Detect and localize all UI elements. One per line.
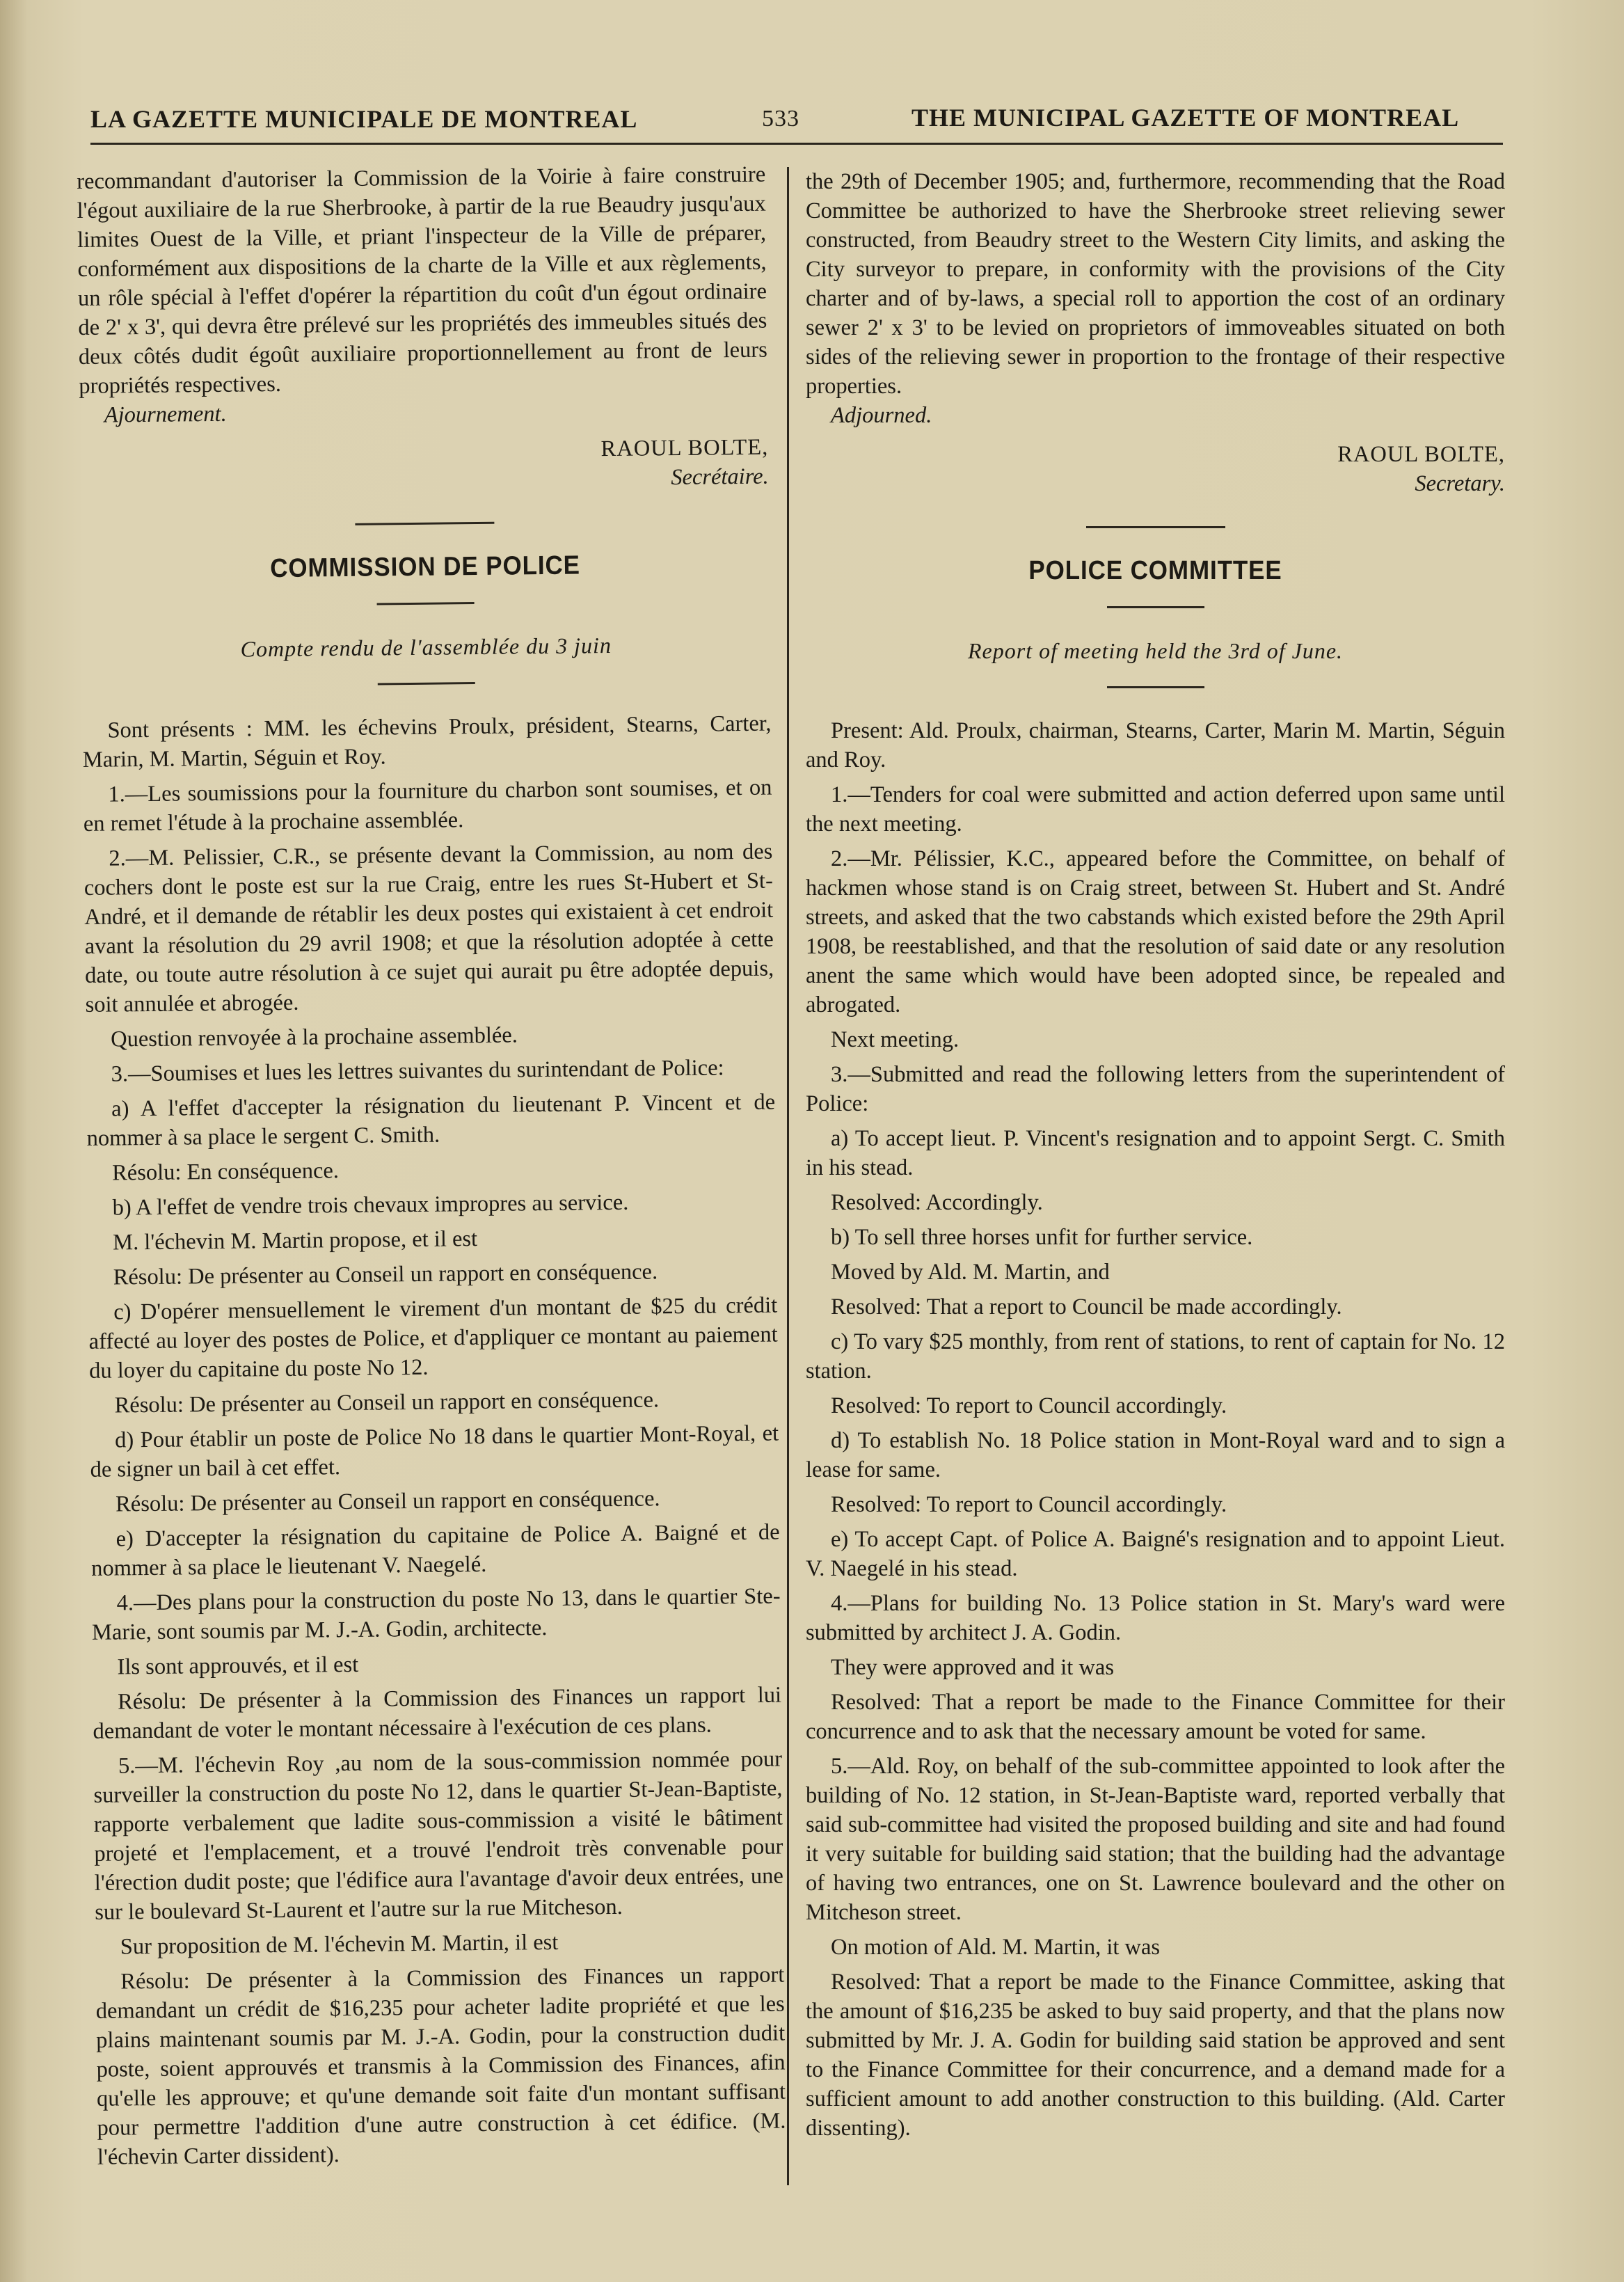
section-separator xyxy=(355,522,494,525)
paragraph: 2.—Mr. Pélissier, K.C., appeared before the Committee, on behalf of hackmen whose stand is on Craig street, between St. Hubert and St. André streets, and asked that the two cabstands which existed before the 29th April 1908, be reestablished, and that the resolution of said date or any resolution anent the same which would have been adopted since, be repealed and abrogated. xyxy=(806,846,1505,1017)
paragraph: Resolved: That a report to Council be made accordingly. xyxy=(831,1294,1342,1320)
paragraph: Résolu: En conséquence. xyxy=(111,1158,340,1186)
french-signature xyxy=(79,433,769,498)
paragraph: 3.—Submitted and read the following letters from the superintendent of Police: xyxy=(806,1062,1505,1116)
paragraph: 3.—Soumises et lues les lettres suivantes du surintendant de Police: xyxy=(111,1055,724,1087)
paragraph: d) Pour établir un poste de Police No 18 dans le quartier Mont-Royal, et de signer un bail à cet effet. xyxy=(90,1420,779,1482)
signature-title: Secretary. xyxy=(1415,471,1505,496)
paragraph: Sur proposition de M. l'échevin M. Martin, il est xyxy=(120,1929,559,1960)
paragraph: Résolu: De présenter au Conseil un rapport en conséquence. xyxy=(115,1486,660,1517)
paragraph: e) To accept Capt. of Police A. Baigné's resignation and to appoint Lieut. V. Naegelé in his stead. xyxy=(806,1527,1505,1581)
paragraph: On motion of Ald. M. Martin, it was xyxy=(831,1935,1161,1960)
signature-name: RAOUL BOLTE, xyxy=(600,434,769,462)
paragraph: b) To sell three horses unfit for further service. xyxy=(831,1225,1253,1250)
heading-separator xyxy=(1107,606,1204,608)
paragraph: Resolved: That a report be made to the Finance Committee, asking that the amount of $16,235 be asked to buy said property, and that the plans now submitted by Mr. J. A. Godin for building said station be approved and sent to the Finance Committee for their concurrence, and a demand made for a sufficient amount to add another construction to this building. (Ald. Carter dissenting). xyxy=(806,1970,1505,2141)
header-rule xyxy=(90,143,1503,145)
running-header xyxy=(90,97,1482,139)
paragraph: Next meeting. xyxy=(831,1027,960,1052)
header-french-title: LA GAZETTE MUNICIPALE DE MONTREAL xyxy=(90,105,638,133)
paragraph: a) To accept lieut. P. Vincent's resignation and to appoint Sergt. C. Smith in his stead. xyxy=(806,1126,1505,1180)
paragraph: Résolu: De présenter à la Commission des Finances un rapport lui demandant de voter le montant nécessaire à l'exécution de ces plans. xyxy=(93,1682,782,1744)
paragraph: e) D'accepter la résignation du capitaine de Police A. Baigné et de nommer à sa place le lieutenant V. Naegelé. xyxy=(90,1519,780,1581)
french-column xyxy=(77,160,786,2172)
paragraph: c) D'opérer mensuellement le virement d'un montant de $25 du crédit affecté au loyer des postes de Police, et d'appliquer ce montant au paiement du loyer du capitaine du poste No 12. xyxy=(88,1292,778,1384)
french-body xyxy=(82,709,786,2172)
paragraph: 1.—Tenders for coal were submitted and action deferred upon same until the next meeting. xyxy=(806,782,1505,837)
paragraph: d) To establish No. 18 Police station in Mont-Royal ward and to sign a lease for same. xyxy=(806,1428,1505,1482)
paragraph: 4.—Des plans pour la construction du poste No 13, dans le quartier Ste-Marie, sont soumis par M. J.-A. Godin, architecte. xyxy=(91,1583,781,1645)
paragraph: b) A l'effet de vendre trois chevaux impropres au service. xyxy=(112,1189,629,1221)
section-heading: POLICE COMMITTEE xyxy=(1028,556,1282,585)
section-subheading: Report of meeting held the 3rd of June. xyxy=(967,638,1344,663)
paragraph: Present: Ald. Proulx, chairman, Stearns, Carter, Marin M. Martin, Séguin and Roy. xyxy=(806,718,1505,772)
section-separator xyxy=(1086,526,1225,528)
section-heading: COMMISSION DE POLICE xyxy=(269,550,581,584)
paragraph: c) To vary $25 monthly, from rent of stations, to rent of captain for No. 12 station. xyxy=(806,1329,1505,1384)
paragraph: Resolved: To report to Council accordingly. xyxy=(831,1393,1227,1418)
subheading-separator xyxy=(1107,686,1204,688)
paragraph: Resolved: Accordingly. xyxy=(831,1190,1043,1215)
paragraph: They were approved and it was xyxy=(831,1655,1114,1680)
english-adjournment: Adjourned. xyxy=(831,403,932,428)
french-adjournment: Ajournement. xyxy=(104,401,227,428)
english-intro-paragraph: the 29th of December 1905; and, furthermore, recommending that the Road Committee be authorized to have the Sherbrooke street relieving sewer constructed, from Beaudry street to the Western City limits, and asking the City surveyor to prepare, in conformity with the provisions of the City charter and of by-laws, a special roll to apportion the cost of an ordinary sewer 2' x 3' to be levied on proprietors of immoveables situated on both sides of the relieving sewer in proportion to the frontage of their respective properties. xyxy=(806,169,1505,399)
column-divider xyxy=(787,167,789,2185)
paragraph: a) A l'effet d'accepter la résignation du lieutenant P. Vincent et de nommer à sa place le sergent C. Smith. xyxy=(86,1089,776,1151)
paragraph: M. l'échevin M. Martin propose, et il est xyxy=(112,1226,478,1255)
paragraph: 4.—Plans for building No. 13 Police station in St. Mary's ward were submitted by architect J. A. Godin. xyxy=(806,1591,1505,1645)
paragraph: 5.—M. l'échevin Roy ,au nom de la sous-commission nommée pour surveiller la construction du poste No 12, dans le quartier St-Jean-Baptiste, rapporte verbalement que ladite sous-commission a visité le bâtiment projeté et l'emplacement, et a trouvé l'endroit très convenable pour l'érection dudit poste; que l'édifice aura l'avantage d'avoir deux entrées, une sur le boulevard St-Laurent et l'autre sur la rue Mitcheson. xyxy=(93,1746,783,1925)
paragraph: Question renvoyée à la prochaine assemblée. xyxy=(110,1022,518,1052)
paragraph: Sont présents : MM. les échevins Proulx, président, Stearns, Carter, Marin, M. Martin, Séguin et Roy. xyxy=(82,711,772,772)
french-intro-paragraph: recommandant d'autoriser la Commission de la Voirie à faire construire l'égout auxiliaire de la rue Sherbrooke, à partir de la rue Beaudry jusqu'aux limites Ouest de la Ville, et priant l'inspecteur de la Ville de préparer, conformément aux dispositions de la charte de la Ville et aux règlements, un rôle spécial à l'effet d'opérer la répartition du coût d'un égout ordinaire de 2' x 3', qui devra être prélevé sur les propriétés des immeubles situés des deux côtés dudit égoût auxiliaire proportionnellement au front de leurs propriétés respectives. xyxy=(77,161,767,399)
english-signature xyxy=(806,440,1505,498)
paragraph: Moved by Ald. M. Martin, and xyxy=(831,1260,1110,1285)
english-column xyxy=(806,167,1505,2143)
paragraph: Résolu: De présenter au Conseil un rapport en conséquence. xyxy=(114,1387,660,1418)
heading-separator xyxy=(377,602,475,605)
signature-title: Secrétaire. xyxy=(671,463,769,491)
english-body xyxy=(806,716,1505,2143)
paragraph: Resolved: That a report be made to the Finance Committee for their concurrence and to ask that the necessary amount be voted for same. xyxy=(806,1690,1505,1744)
signature-name: RAOUL BOLTE, xyxy=(1337,442,1505,467)
paragraph: Resolved: To report to Council accordingly. xyxy=(831,1492,1227,1517)
paragraph: 1.—Les soumissions pour la fourniture du charbon sont soumises, et on en remet l'étude à la prochaine assemblée. xyxy=(83,775,772,837)
paragraph: Ils sont approuvés, et il est xyxy=(117,1651,359,1680)
page-number: 533 xyxy=(762,106,799,132)
paragraph: 2.—M. Pelissier, C.R., se présente devant la Commission, au nom des cochers dont le poste est sur la rue Craig, entre les rues St-Hubert et St-André, et il demande de rétablir les deux postes qui existaient à cet endroit avant la résolution du 29 avril 1908; et que la résolution adoptée à cette date, ou toute autre résolution à ce sujet qui aurait pu être adoptée depuis, soit annulée et abrogée. xyxy=(83,839,774,1017)
header-english-title: THE MUNICIPAL GAZETTE OF MONTREAL xyxy=(911,104,1460,132)
paragraph: Résolu: De présenter au Conseil un rapport en conséquence. xyxy=(113,1259,658,1290)
paragraph: 5.—Ald. Roy, on behalf of the sub-committee appointed to look after the building of No. 12 station, in St-Jean-Baptiste ward, reported verbally that said sub-committee had visited the proposed building and site and had found it very suitable for building said station; that the building had the advantage of having two entrances, one on St. Lawrence boulevard and the other on Mitcheson street. xyxy=(806,1754,1505,1925)
subheading-separator xyxy=(378,682,475,685)
paragraph: Résolu: De présenter à la Commission des Finances un rapport demandant un crédit de $16,235 pour acheter ladite propriété et que les plains maintenant soumis par M. J.-A. Godin, pour la construction dudit poste, soient approuvés et transmis à la Commission des Finances, afin qu'elle les approuve; et qu'une demande soit faite d'un montant suffisant pour permettre l'addition d'une autre construction à cet édifice. (M. l'échevin Carter dissident). xyxy=(95,1962,786,2170)
section-subheading: Compte rendu de l'assemblée du 3 juin xyxy=(240,632,612,662)
